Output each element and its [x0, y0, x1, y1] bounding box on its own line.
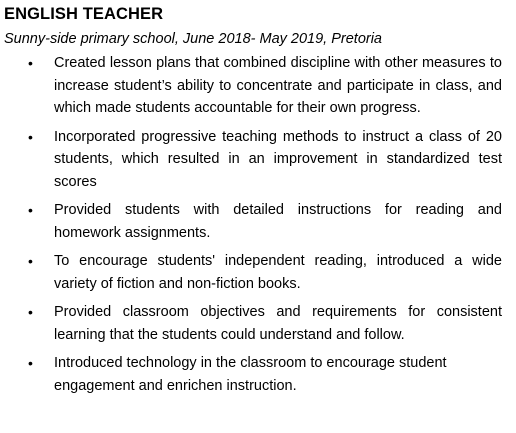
- job-title: ENGLISH TEACHER: [4, 5, 164, 23]
- duty-text: Provided students with detailed instructions for reading and homework assignments.: [54, 202, 502, 241]
- duty-item: [4, 250, 502, 295]
- job-employer-dates-location: Sunny-side primary school, June 2018- May 2019, Pretoria: [4, 31, 382, 47]
- bullet-icon: •: [28, 304, 33, 320]
- duty-item: [4, 199, 502, 244]
- duty-text: Created lesson plans that combined discipline with other measures to increase student’s ability to concentrate and participate in class, and which made students accountable for their own progress.: [54, 55, 502, 116]
- duty-item: [4, 126, 502, 194]
- duty-item: [4, 352, 502, 397]
- duty-text: Provided classroom objectives and requirements for consistent learning that the students could understand and follow.: [54, 304, 502, 343]
- bullet-icon: •: [28, 253, 33, 269]
- duty-item: [4, 52, 502, 120]
- duty-item: [4, 301, 502, 346]
- bullet-icon: •: [28, 202, 33, 218]
- bullet-icon: •: [28, 128, 33, 145]
- duty-text: Incorporated progressive teaching methods to instruct a class of 20 students, which resulted in an improvement in standardized test scores: [54, 128, 502, 190]
- duties-list: [4, 52, 502, 397]
- bullet-icon: •: [28, 55, 33, 71]
- duty-text: To encourage students' independent reading, introduced a wide variety of fiction and non-fiction books.: [54, 253, 502, 292]
- duty-text: Introduced technology in the classroom to encourage student engagement and enrichen instruction.: [54, 355, 447, 394]
- bullet-icon: •: [28, 355, 33, 371]
